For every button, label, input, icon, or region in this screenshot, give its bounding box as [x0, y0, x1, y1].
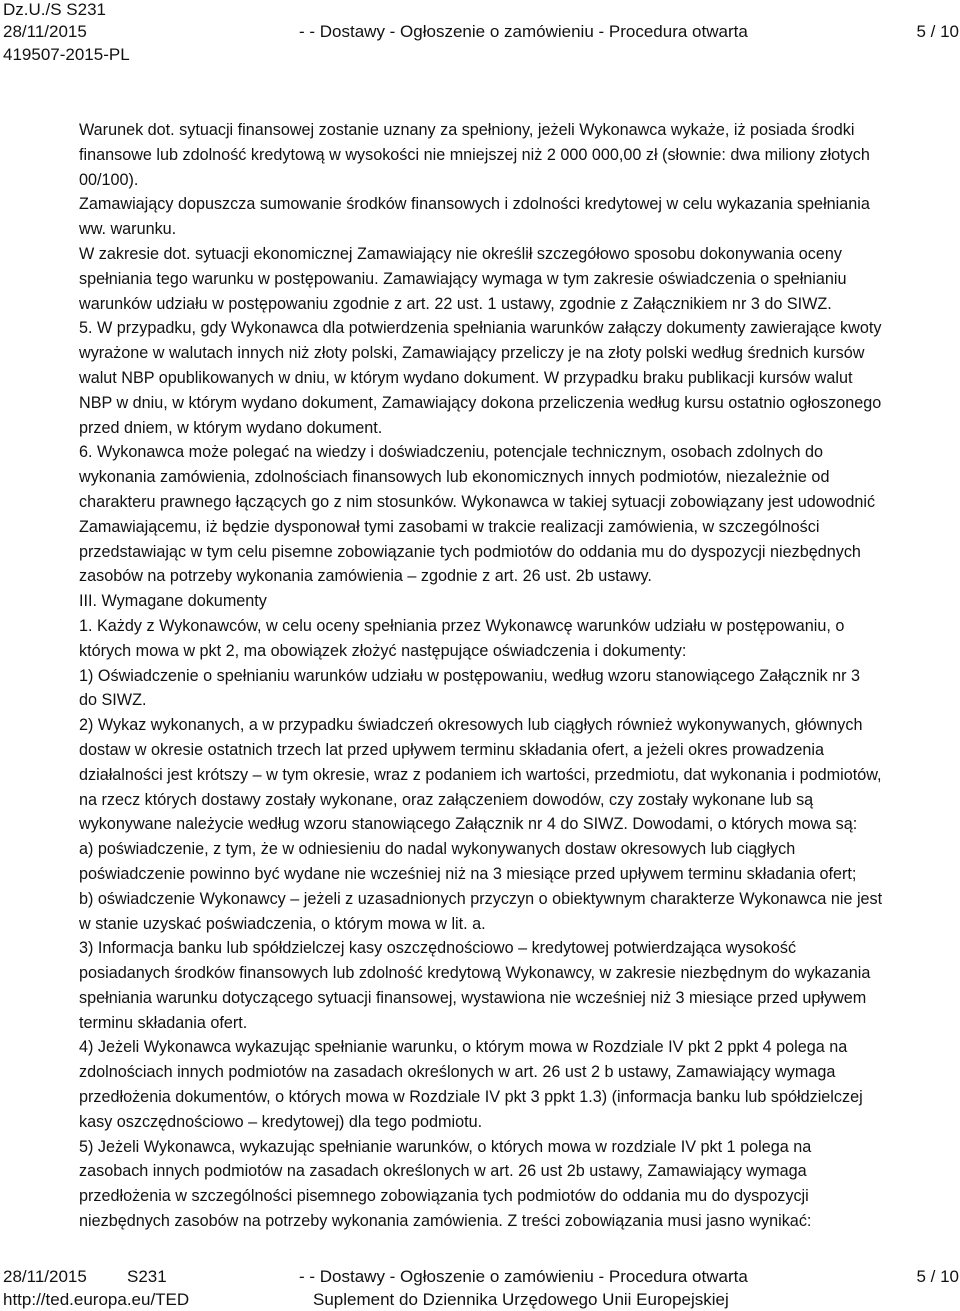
body-line: Zamawiający dopuszcza sumowanie środków finansowych i zdolności kredytowej w celu wykazania spełniania: [79, 195, 870, 214]
body-line: charakteru prawnego łączących go z nim stosunków. Wykonawca w takiej sytuacji zobowiązany jest udowodnić: [79, 492, 876, 511]
body-line: do SIWZ.: [79, 691, 147, 710]
body-line: na rzecz których dostawy zostały wykonane, oraz załączeniem dowodów, czy zostały wykonane lub są: [79, 790, 814, 809]
body-line: kasy oszczędnościowo – kredytowej) dla tego podmiotu.: [79, 1112, 483, 1131]
body-line: przedłożenia w szczególności pisemnego zobowiązania tych podmiotów do oddania mu do dyspozycji: [79, 1187, 809, 1206]
body-line: 1. Każdy z Wykonawców, w celu oceny spełniania przez Wykonawcę warunków udziału w postępowaniu, o: [79, 616, 845, 635]
body-line: finansowe lub zdolność kredytową w wysokości nie mniejszej niż 2 000 000,00 zł (słownie: dwa miliony złotych: [79, 145, 870, 164]
body-line: Warunek dot. sytuacji finansowej zostanie uznany za spełniony, jeżeli Wykonawca wykaże, iż posiada środki: [79, 121, 855, 139]
footer-title: - - Dostawy - Ogłoszenie o zamówieniu - Procedura otwarta: [299, 1267, 748, 1286]
body-line: przedstawiając w tym celu pisemne zobowiązanie tych podmiotów do oddania mu do dyspozycji niezbędnych: [79, 542, 861, 561]
footer-issue: S231: [127, 1267, 167, 1286]
body-line: 5) Jeżeli Wykonawca, wykazując spełnianie warunków, o których mowa w rozdziale IV pkt 1 polega na: [79, 1137, 812, 1156]
footer-supplement: Suplement do Dziennika Urzędowego Unii Europejskiej: [313, 1290, 729, 1309]
document-body: [79, 118, 960, 1234]
body-line: ww. warunku.: [79, 220, 177, 239]
body-line: 6. Wykonawca może polegać na wiedzy i doświadczeniu, potencjale technicznym, osobach zdolnych do: [79, 443, 823, 462]
header-title: - - Dostawy - Ogłoszenie o zamówieniu - Procedura otwarta: [299, 22, 748, 41]
body-line: wyrażone w walutach innych niż złoty polski, Zamawiający przeliczy je na złoty polski według średnich kursów: [79, 344, 865, 363]
body-line: których mowa w pkt 2, ma obowiązek złożyć następujące oświadczenia i dokumenty:: [79, 641, 687, 660]
body-line: NBP w dniu, w którym wydano dokument, Zamawiający dokona przeliczenia według kursu ostatnio ogłoszonego: [79, 393, 882, 412]
body-line: przedłożenia dokumentów, o których mowa w Rozdziale IV pkt 3 ppkt 1.3) (informacja banku lub spółdzielczej: [79, 1088, 863, 1107]
body-line: w stanie uzyskać poświadczenia, o którym mowa w lit. a.: [79, 914, 486, 933]
body-line: zasobach innych podmiotów na zasadach określonych w art. 26 ust 2b ustawy, Zamawiający wymaga: [79, 1162, 807, 1181]
notice-id: 419507-2015-PL: [3, 45, 130, 64]
body-line: a) poświadczenie, z tym, że w odniesieniu do nadal wykonywanych dostaw okresowych lub ciągłych: [79, 840, 796, 859]
body-line: III. Wymagane dokumenty: [79, 592, 267, 611]
body-line: 00/100).: [79, 170, 139, 189]
body-line: b) oświadczenie Wykonawcy – jeżeli z uzasadnionych przyczyn o obiektywnym charakterze Wykonawca nie jest: [79, 889, 883, 908]
body-line: terminu składania ofert.: [79, 1013, 248, 1032]
body-line: 1) Oświadczenie o spełnianiu warunków udziału w postępowaniu, według wzoru stanowiącego Załącznik nr 3: [79, 666, 861, 685]
body-line: 2) Wykaz wykonanych, a w przypadku świadczeń okresowych lub ciągłych również wykonywanych, głównych: [79, 716, 863, 735]
header-page-number: 5 / 10: [916, 22, 959, 41]
body-line: Zamawiającemu, iż będzie dysponował tymi zasobami w trakcie realizacji zamówienia, w szczególności: [79, 517, 820, 536]
journal-reference: Dz.U./S S231: [3, 0, 106, 19]
footer-page-number: 5 / 10: [916, 1267, 959, 1286]
body-line: dostaw w okresie ostatnich trzech lat przed upływem terminu składania ofert, a jeżeli okres prowadzenia: [79, 740, 824, 759]
body-line: 5. W przypadku, gdy Wykonawca dla potwierdzenia spełniania warunków załączy dokumenty zawierające kwoty: [79, 319, 882, 338]
body-line: poświadczenie powinno być wydane nie wcześniej niż na 3 miesiące przed upływem terminu składania ofert;: [79, 864, 857, 883]
body-line: wykonania zamówienia, zdolnościach finansowych lub ekonomicznych innych podmiotów, niezależnie od: [79, 468, 830, 487]
header-date: 28/11/2015: [3, 22, 87, 41]
body-line: spełniania warunku dotyczącego sytuacji finansowej, wystawiona nie wcześniej niż 3 miesiące przed upływem: [79, 988, 867, 1007]
body-line: wykonywane należycie według wzoru stanowiącego Załącznik nr 4 do SIWZ. Dowodami, o których mowa są:: [79, 815, 858, 834]
body-line: spełniania tego warunku w postępowaniu. Zamawiający wymaga w tym zakresie oświadczenia o spełnianiu: [79, 269, 847, 288]
footer-date: 28/11/2015: [3, 1267, 87, 1286]
body-line: 3) Informacja banku lub spółdzielczej kasy oszczędnościowo – kredytowej potwierdzająca wysokość: [79, 939, 797, 958]
body-line: zdolnościach innych podmiotów na zasadach określonych w art. 26 ust 2 b ustawy, Zamawiający wymaga: [79, 1063, 836, 1082]
body-line: posiadanych środków finansowych lub zdolność kredytową Wykonawcy, w zakresie niezbędnym do wykazania: [79, 964, 871, 983]
body-line: warunków udziału w postępowaniu zgodnie z art. 22 ust. 1 ustawy, zgodnie z Załącznikiem nr 3 do SIWZ.: [79, 294, 832, 313]
body-line: W zakresie dot. sytuacji ekonomicznej Zamawiający nie określił szczegółowo sposobu dokonywania oceny: [79, 244, 842, 263]
body-line: przed dniem, w którym wydano dokument.: [79, 418, 383, 437]
body-line: działalności jest krótszy – w tym okresie, wraz z podaniem ich wartości, przedmiotu, dat wykonania i podmiotów,: [79, 765, 882, 784]
body-line: zasobów na potrzeby wykonania zamówienia – zgodnie z art. 26 ust. 2b ustawy.: [79, 567, 652, 586]
footer-url-link[interactable]: http://ted.europa.eu/TED: [3, 1290, 190, 1309]
body-line: niezbędnych zasobów na potrzeby wykonania zamówienia. Z treści zobowiązania musi jasno wynikać:: [79, 1212, 812, 1231]
body-line: 4) Jeżeli Wykonawca wykazując spełnianie warunku, o którym mowa w Rozdziale IV pkt 2 ppkt 4 polega na: [79, 1038, 848, 1057]
body-line: walut NBP opublikowanych w dniu, w którym wydano dokument. W przypadku braku publikacji kursów walut: [79, 368, 853, 387]
